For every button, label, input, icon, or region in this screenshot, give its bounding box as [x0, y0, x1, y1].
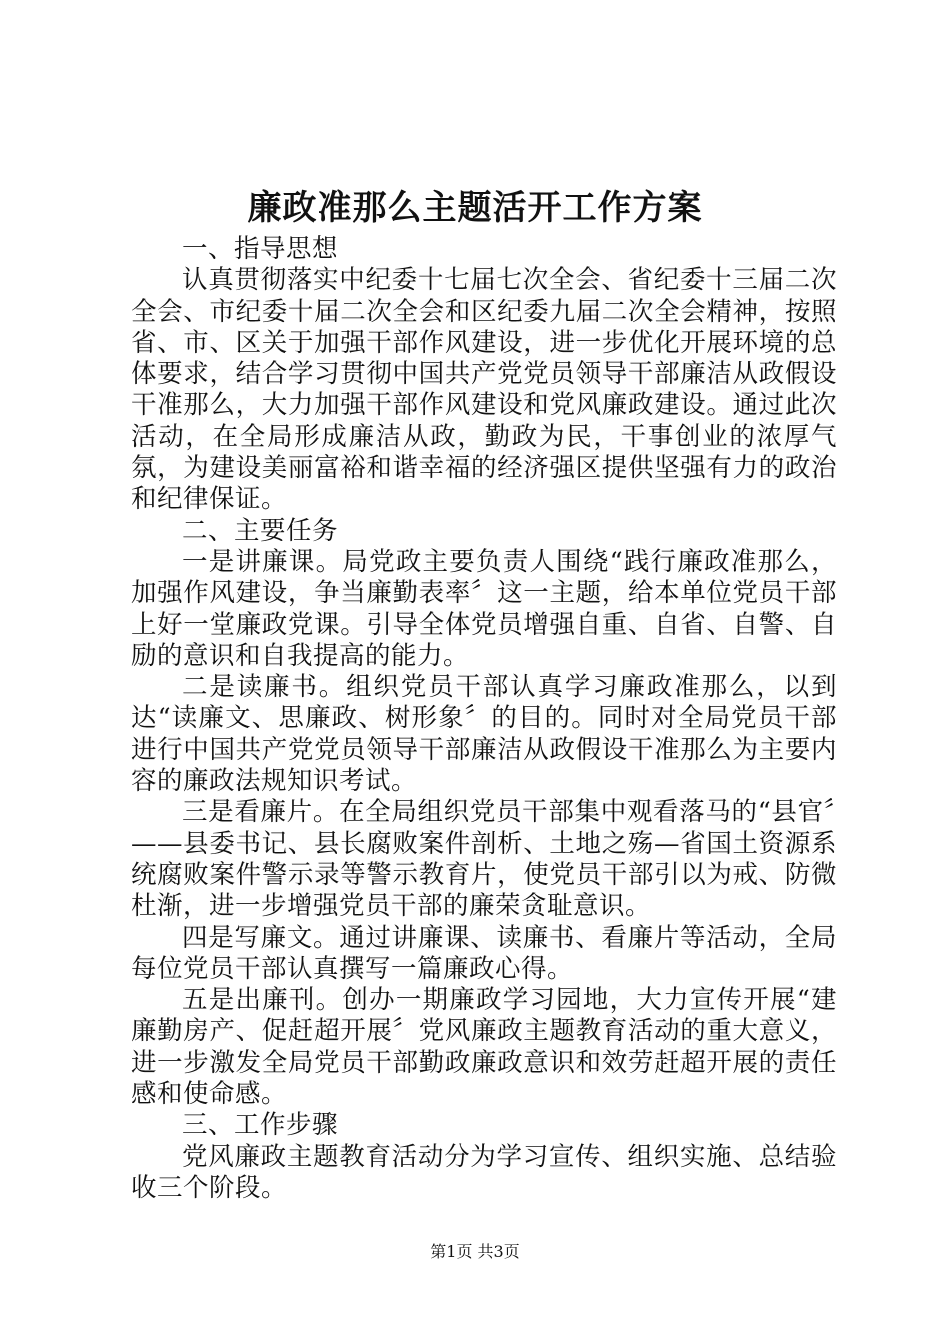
section-heading-guiding-ideology: 一、指导思想: [182, 234, 339, 264]
paragraph-task-lecture: 一是讲廉课。局党政主要负责人围绕“践行廉政准那么，加强作风建设，争当廉勤表率〞这一主题，给本单位党员干部上好一堂廉政党课。引导全体党员增强自重、自省、自警、自励的意识和自我提高的能力。: [131, 546, 837, 671]
page-footer: 第1页 共3页: [430, 1242, 520, 1261]
document-title: 廉政准那么主题活开工作方案: [247, 188, 703, 228]
paragraph-task-publication: 五是出廉刊。创办一期廉政学习园地，大力宣传开展“建廉勤房产、促赶超开展〞党风廉政主题教育活动的重大意义，进一步激发全局党员干部勤政廉政意识和效劳赶超开展的责任感和使命感。: [131, 985, 837, 1110]
section-heading-work-steps: 三、工作步骤: [182, 1110, 339, 1141]
section-heading-main-tasks: 二、主要任务: [182, 515, 339, 546]
paragraph-task-reading: 二是读廉书。组织党员干部认真学习廉政准那么，以到达“读廉文、思廉政、树形象〞的目的。同时对全局党员干部进行中国共产党党员领导干部廉洁从政假设干准那么为主要内容的廉政法规知识考试。: [131, 672, 837, 797]
paragraph-work-steps: 党风廉政主题教育活动分为学习宣传、组织实施、总结验收三个阶段。: [131, 1141, 837, 1203]
document-body: [131, 234, 837, 1204]
paragraph-guiding-ideology: 认真贯彻落实中纪委十七届七次全会、省纪委十三届二次全会、市纪委十届二次全会和区纪委九届二次全会精神，按照省、市、区关于加强干部作风建设，进一步优化开展环境的总体要求，结合学习贯彻中国共产党党员领导干部廉洁从政假设干准那么，大力加强干部作风建设和党风廉政建设。通过此次活动，在全局形成廉洁从政，勤政为民，干事创业的浓厚气氛，为建设美丽富裕和谐幸福的经济强区提供坚强有力的政治和纪律保证。: [131, 265, 837, 515]
paragraph-task-film: 三是看廉片。在全局组织党员干部集中观看落马的“县官〞——县委书记、县长腐败案件剖析、土地之殇—省国土资源系统腐败案件警示录等警示教育片，使党员干部引以为戒、防微杜渐，进一步增强党员干部的廉荣贪耻意识。: [131, 797, 837, 922]
paragraph-task-writing: 四是写廉文。通过讲廉课、读廉书、看廉片等活动，全局每位党员干部认真撰写一篇廉政心得。: [131, 922, 837, 984]
